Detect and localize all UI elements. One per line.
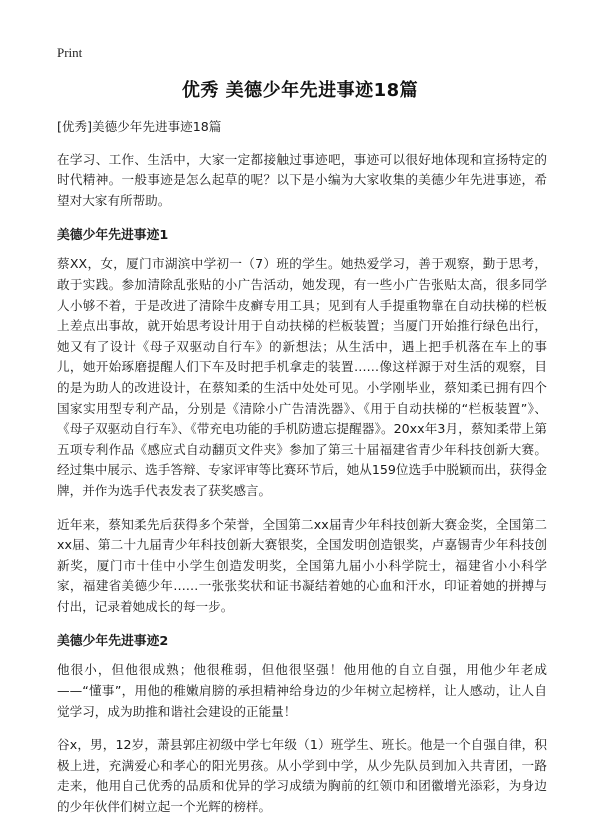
section-1-paragraph-2: 近年来，蔡知柔先后获得多个荣誉，全国第二xx届青少年科技创新大赛金奖，全国第二xx届、第二十九届青少年科技创新大赛银奖，全国发明创造银奖，卢嘉锡青少年科技创新奖，厦门市十佳中小学生创造发明奖，全国第九届小小科学院士，福建省小小科学家，福建省美德少年……一张张奖状和证书凝结着她的心血和汗水，印证着她的拼搏与付出，记录着她成长的每一步。 <box>57 516 547 614</box>
print-label: Print <box>57 45 83 60</box>
section-2-paragraph-2: 谷x，男，12岁，萧县郭庄初级中学七年级（1）班学生、班长。他是一个自强自律，积极上进，充满爱心和孝心的阳光男孩。从小学到中学，从少先队员到加入共青团，一路走来，他用自己优秀的品质和优异的学习成绩为胸前的红领巾和团徽增光添彩，为身边的少年伙伴们树立起一个光辉的榜样。 <box>57 737 547 815</box>
section-heading-1: 美德少年先进事迹1 <box>57 228 169 244</box>
section-1-paragraph-1: 蔡XX，女，厦门市湖滨中学初一（7）班的学生。她热爱学习，善于观察，勤于思考，敢于实践。参加清除乱张贴的小广告活动，她发现，有一些小广告张贴太高，很多同学人小够不着，于是改进了清除牛皮癣专用工具；见到有人手提重物靠在自动扶梯的栏板上差点出事故，就开始思考设计用于自动扶梯的栏板装置；当厦门开始推行绿色出行，她又有了设计《母子双驱动自行车》的新想法；从生活中，遇上把手机落在车上的事儿，她开始琢磨提醒人们下车及时把手机拿走的装置……像这样源于对生活的观察，目的是为助人的改进设计，在蔡知柔的生活中处处可见。小学刚毕业，蔡知柔已拥有四个国家实用型专利产品，分别是《清除小广告清洗器》、《用于自动扶梯的“栏板装置”》、《母子双驱动自行车》、《带充电功能的手机防遗忘提醒器》。20xx年3月，蔡知柔带上第五项专利作品《感应式自动翻页文件夹》参加了第三十届福建省青少年科技创新大赛。经过集中展示、选手答辩、专家评审等比赛环节后，她从159位选手中脱颖而出，获得金牌，并作为选手代表发表了获奖感言。 <box>57 256 548 498</box>
intro-paragraph: 在学习、工作、生活中，大家一定都接触过事迹吧，事迹可以很好地体现和宣扬特定的时代精神。一般事迹是怎么起草的呢？以下是小编为大家收集的美德少年先进事迹，希望对大家有所帮助。 <box>57 151 547 208</box>
document-title: 优秀 美德少年先进事迹18篇 <box>181 80 419 101</box>
section-heading-2: 美德少年先进事迹2 <box>57 634 169 650</box>
section-2-paragraph-1: 他很小，但他很成熟；他很稚弱，但他很坚强！他用他的自立自强，用他少年老成——“懂事”，用他的稚嫩肩膀的承担精神给身边的少年树立起榜样，让人感动，让人自觉学习，成为助推和谐社会建设的正能量！ <box>57 662 547 719</box>
document-body <box>57 117 547 831</box>
document-subtitle: [优秀]美德少年先进事迹18篇 <box>57 119 222 134</box>
